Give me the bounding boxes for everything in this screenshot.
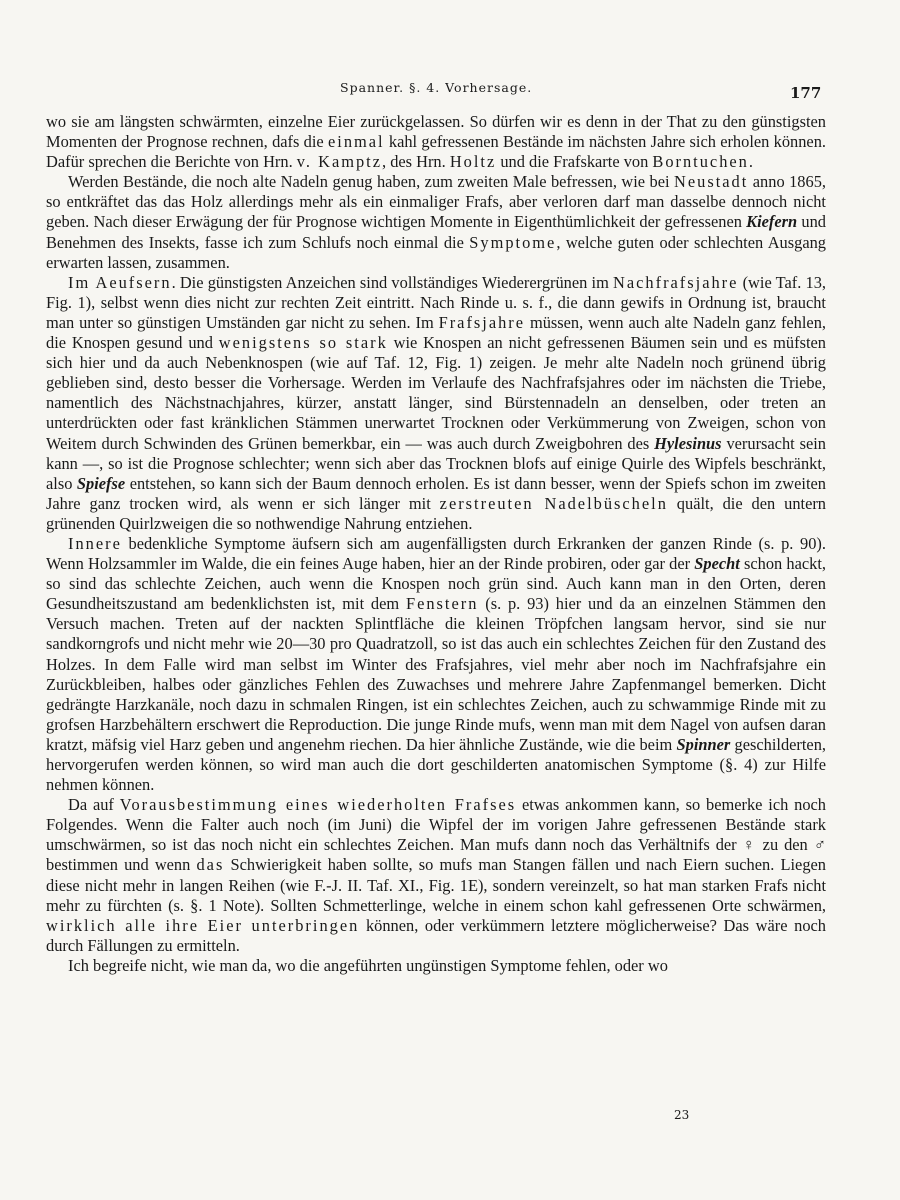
italic-term: Kiefern [746, 212, 798, 232]
running-head: Spanner. §. 4. Vorhersage. [340, 80, 533, 95]
text-run: . Die günstigsten Anzeichen sind vollständiges Wiederergrünen im [171, 272, 614, 292]
text-run: wo sie am längsten schwärmten, einzelne Eier zurückgelassen. So dürfen wir es denn in der That zu den günstigsten Momenten der Prognose rechnen, dafs die [46, 112, 826, 152]
text-run: Ich begreife nicht, wie man da, wo die angeführten ungünstigen Symptome fehlen, oder wo [68, 955, 668, 975]
text-run: (s. p. 93) hier und da an einzelnen Stämmen den Versuch machen. Treten auf der nackten Splintfläche die kleinen Tröpfchen langsam hervor, sind sie nur sandkorngrofs und nicht mehr wie 20—30 pro Quadratzoll, so ist das auch ein schlechtes Zeichen für den Zustand des Holzes. In dem Falle wird man selbst im Winter des Frafsjahres, viel mehr aber noch im Nachfrafsjahre ein Zurückbleiben, halbes oder gänzliches Fehlen des Zuwachses und mehrere Jahre Zapfenmangel bemerken. Dicht gedrängte Harzkanäle, noch dazu in schmalen Ringen, ist ein schlechtes Zeichen, auch zu schwammige Rinde mit zu grofsen Harzbehältern erschwert die Reproduction. Die junge Rinde mufs, wenn man mit dem Nagel von aufsen daran kratzt, mäfsig viel Harz geben und angenehm riechen. Da hier ähnliche Zustände, wie die beim [46, 594, 826, 754]
page-header [0, 80, 900, 104]
spaced-text: Fenstern [405, 594, 479, 614]
signature-mark: 23 [674, 1108, 690, 1122]
spaced-text: Frafsjahre [438, 312, 526, 332]
text-run: geschilderten, hervorgerufen werden können, so wird man auch die dort geschilderten anatomischen Symptome (§. 4) zur Hilfe nehmen können. [46, 734, 827, 795]
text-run: kahl gefressenen Bestände im nächsten Jahre sich erholen können. Dafür sprechen die Berichte von Hrn. [46, 132, 826, 172]
text-run: . [748, 152, 753, 172]
paragraph-4 [46, 534, 826, 795]
page-number: 177 [790, 84, 822, 102]
spaced-text: Nachfrafsjahre [613, 272, 739, 292]
spaced-text: einmal [327, 132, 385, 152]
text-run: und die Frafskarte von [496, 152, 653, 172]
text-run: Da auf [68, 795, 120, 815]
paragraph-1 [46, 112, 826, 172]
paragraph-3 [46, 273, 826, 534]
spaced-text: wirklich alle ihre Eier unterbringen [46, 915, 360, 935]
text-run: wie Knospen an nicht gefressenen Bäumen sein und es müfsten sich hier und da auch Nebenknospen (wie auf Taf. 12, Fig. 1) zeigen. Je mehr alte Nadeln noch grünend übrig geblieben sind, desto besser die Vorhersage. Werden im Verlaufe des Nachfrafsjahres oder im nächsten die Triebe, namentlich des Nächstnachjahres, kürzer, anstatt länger, sind Bürstennadeln an denselben, oder treten an unterdrückten oder fast kränklichen Stämmen unerwartet Trocknen oder Verkümmerung von Zweigen, schon von Weitem durch Schwinden des Grünen bemerkbar, ein — was auch durch Zweigbohren des [46, 333, 826, 453]
spaced-name: Holtz [449, 152, 497, 172]
text-run: können, oder verkümmern letztere möglicherweise? Das wäre noch durch Fällungen zu ermitteln. [46, 915, 826, 955]
italic-term: Spiefse [76, 473, 126, 493]
text-run: etwas ankommen kann, so bemerke ich noch Folgendes. Wenn die Falter auch noch (im Juni) die Wipfel der im vorigen Jahre gefressenen Bestände stark umschwärmen, so ist das noch nicht ein schlechtes Zeichen. Man mufs dann noch das Verhältnifs der ♀ zu den ♂ bestimmen und wenn [46, 795, 826, 875]
spaced-text: Symptome [469, 232, 557, 252]
spaced-text: Innere [68, 533, 122, 553]
spaced-text: zerstreuten Nadelbüscheln [439, 493, 668, 513]
italic-term: Hylesinus [654, 433, 722, 453]
text-run: und Benehmen des Insekts, fasse ich zum Schlufs noch einmal die [46, 212, 827, 252]
text-run: entstehen, so kann sich der Baum dennoch erholen. Es ist dann besser, wenn der Spiefs schon im zweiten Jahre ganz trocken wird, als wenn er sich länger mit [46, 473, 826, 513]
italic-term: Spinner [676, 734, 731, 754]
text-run: bedenkliche Symptome äufsern sich am augenfälligsten durch Erkranken der ganzen Rinde (s. p. 90). Wenn Holzsammler im Walde, die ein feines Auge haben, hier an der Rinde probiren, oder gar der [46, 533, 826, 574]
text-run: , welche guten oder schlechten Ausgang erwarten lassen, zusammen. [46, 232, 826, 272]
spaced-name: v. Kamptz [296, 152, 382, 172]
spaced-text: wenigstens so stark [218, 333, 388, 353]
spaced-name: Neustadt [674, 172, 749, 192]
text-run: quält, die den untern grünenden Quirlzweigen die so nothwendige Nahrung entziehen. [46, 493, 827, 533]
text-run: (wie Taf. 13, Fig. 1), selbst wenn dies nicht zur rechten Zeit eintritt. Nach Rinde u. s. f., die dann gewifs in Ordnung ist, braucht man unter so günstigen Umständen gar nicht zu sehen. Im [46, 272, 826, 332]
text-run: , des Hrn. [382, 152, 450, 172]
paragraph-5 [46, 795, 826, 956]
text-run: Schwierigkeit haben sollte, so mufs man Stangen fällen und nach Eiern suchen. Liegen diese nicht mehr in langen Reihen (wie F.-J. II. Taf. XI., Fig. 1E), sondern vereinzelt, so hat man starken Frafs nicht mehr zu fürchten (s. §. 1 Note). Sollten Schmetterlinge, welche in einem schon kahl gefressenen Orte schwärmen, [46, 855, 826, 915]
text-run: müssen, wenn auch alte Nadeln ganz fehlen, die Knospen gesund und [46, 312, 826, 353]
spaced-text: Im Aeufsern [68, 272, 172, 292]
text-run: schon hackt, so sind das schlechte Zeichen, auch wenn die Knospen noch grün sind. Auch kann man in den Orten, deren Gesundheitszustand am bedenklichsten ist, mit dem [46, 554, 827, 614]
spaced-text: das [196, 855, 225, 875]
paragraph-2 [46, 172, 826, 272]
italic-term: Specht [694, 554, 740, 574]
spaced-text: Vorausbestimmung eines wiederholten Frafses [119, 795, 517, 815]
body-text [46, 112, 826, 976]
paragraph-6 [46, 956, 826, 976]
text-run: verursacht sein kann —, so ist die Prognose schlechter; wenn sich aber das Trocknen blofs auf einige Quirle des Wipfels beschränkt, also [46, 433, 826, 493]
text-run: Werden Bestände, die noch alte Nadeln genug haben, zum zweiten Male befressen, wie bei [68, 172, 675, 192]
text-run: anno 1865, so entkräftet das das Holz allerdings mehr als ein einmaliger Frafs, aber verloren darf man dasselbe dennoch nicht geben. Nach dieser Erwägung der für Prognose wichtigen Momente in Eigenthümlichkeit der gefressenen [46, 172, 826, 232]
spaced-name: Borntuchen [652, 152, 749, 172]
